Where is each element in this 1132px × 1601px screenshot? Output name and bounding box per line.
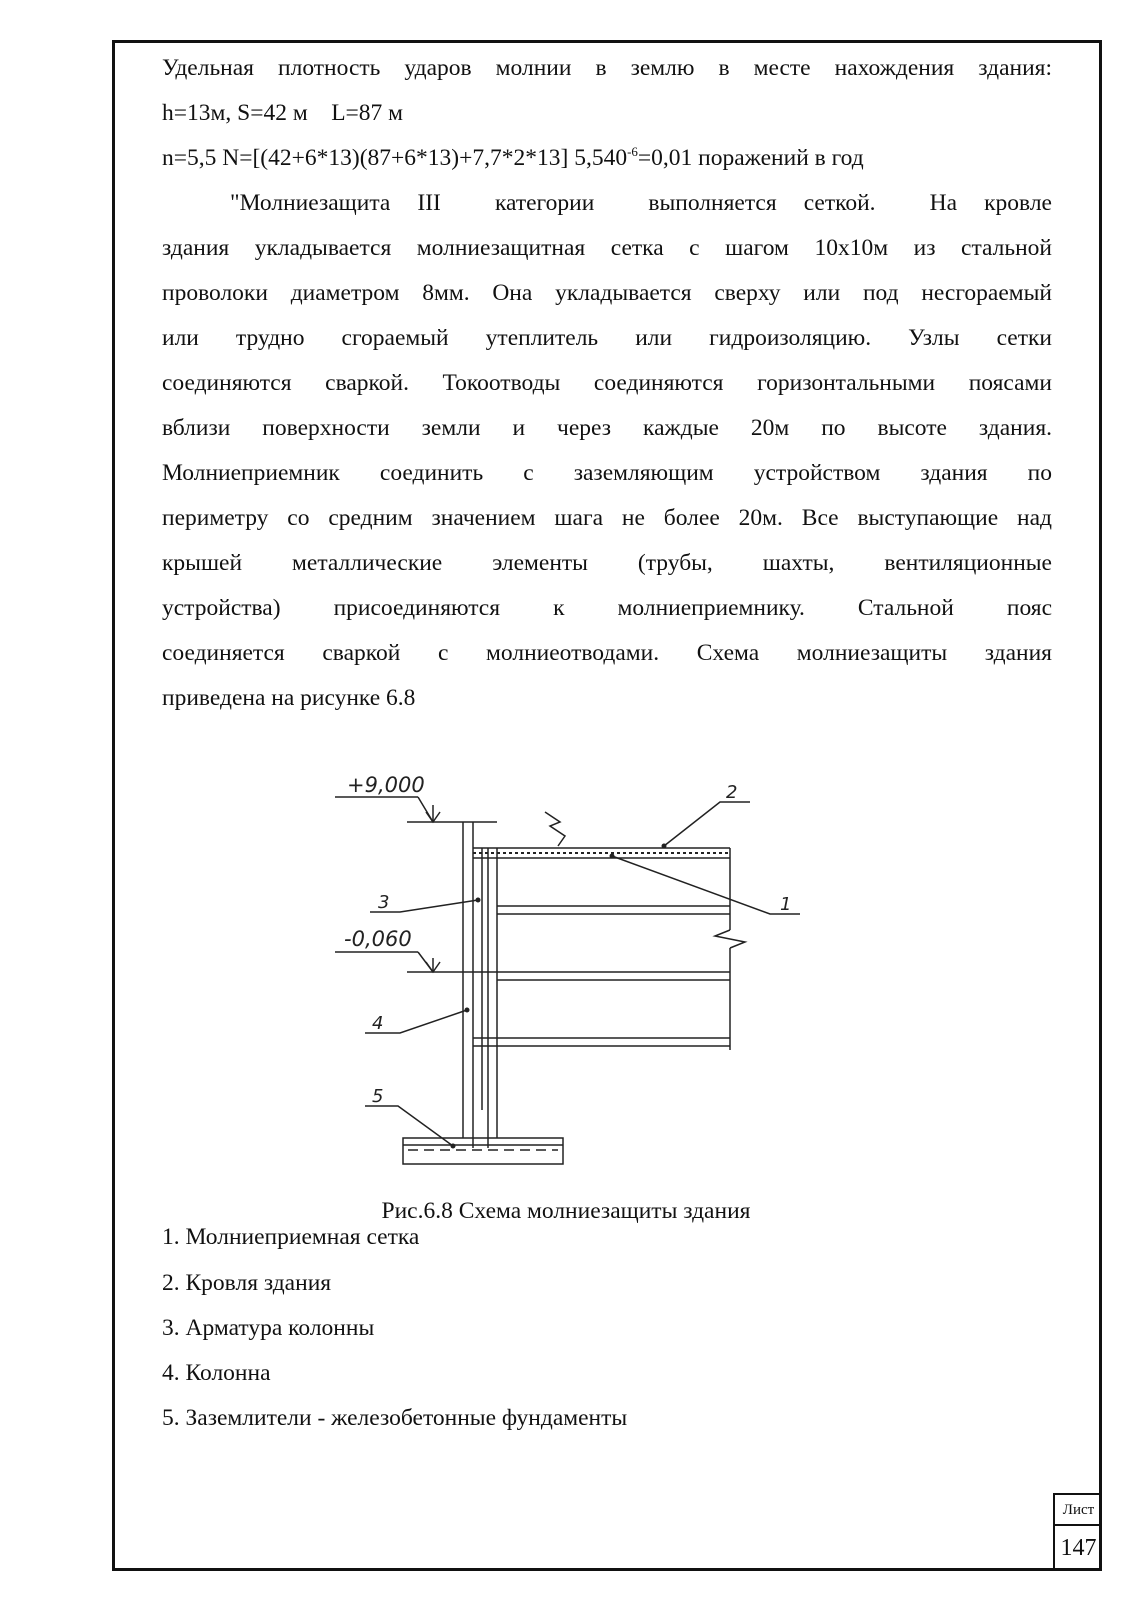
formula-result: =0,01 поражений в год: [637, 145, 864, 171]
paragraph-2-line: Молниеприемник соединить с заземляющим устройством здания по: [162, 460, 1052, 486]
foundation-footing: [403, 1138, 563, 1164]
legend-item: 4. Колонна: [162, 1360, 271, 1386]
paragraph-2-line: устройства) присоединяются к молниеприемнику. Стальной пояс: [162, 595, 1052, 621]
paragraph-2-line: крышей металлические элементы (трубы, шахты, вентиляционные: [162, 550, 1052, 576]
sheet-stamp: [1053, 1493, 1102, 1571]
callout-1: 1: [780, 894, 792, 915]
elevation-top-label: +9,000: [347, 773, 425, 797]
leader-5-dot: [451, 1144, 456, 1149]
callout-5: 5: [372, 1086, 384, 1107]
legend-item: 3. Арматура колонны: [162, 1315, 375, 1341]
lightning-protection-diagram: [330, 768, 820, 1200]
paragraph-2-line: соединяется сваркой с молниеотводами. Схема молниезащиты здания: [162, 640, 1052, 666]
leader-5: [365, 1106, 453, 1146]
leader-2-dot: [662, 844, 667, 849]
formula-exponent: -6: [627, 144, 638, 159]
formula-line: [162, 143, 1052, 173]
sheet-number: 147: [1053, 1524, 1102, 1571]
formula-main: n=5,5 N=[(42+6*13)(87+6*13)+7,7*2*13] 5,540: [162, 145, 628, 171]
legend-item: 1. Молниеприемная сетка: [162, 1224, 420, 1250]
lightning-bolt-icon: [545, 812, 565, 846]
legend-item: 2. Кровля здания: [162, 1270, 332, 1296]
elevation-bottom-label: -0,060: [344, 927, 412, 951]
paragraph-2-line: "Молниезащита III категории выполняется сеткой. На кровле: [230, 190, 1052, 216]
leader-3-dot: [476, 898, 481, 903]
callout-3: 3: [378, 892, 390, 913]
paragraph-2-line: или трудно сгораемый утеплитель или гидроизоляцию. Узлы сетки: [162, 325, 1052, 351]
paragraph-2-line: вблизи поверхности земли и через каждые 20м по высоте здания.: [162, 415, 1052, 441]
leader-4-dot: [465, 1008, 470, 1013]
paragraph-1-line-1: Удельная плотность ударов молнии в землю в месте нахождения здания:: [162, 55, 1052, 81]
figure-caption: Рис.6.8 Схема молниезащиты здания: [381, 1198, 751, 1224]
leader-2: [664, 802, 750, 846]
paragraph-2-line: соединяются сваркой. Токоотводы соединяются горизонтальными поясами: [162, 370, 1052, 396]
legend-item: 5. Заземлители - железобетонные фундаменты: [162, 1405, 628, 1431]
callout-4: 4: [372, 1013, 384, 1034]
callout-2: 2: [726, 782, 738, 803]
paragraph-2-line: приведена на рисунке 6.8: [162, 685, 416, 711]
paragraph-2-line: проволоки диаметром 8мм. Она укладывается сверху или под несгораемый: [162, 280, 1052, 306]
paragraph-2-line: периметру со средним значением шага не более 20м. Все выступающие над: [162, 505, 1052, 531]
sheet-label: Лист: [1053, 1493, 1102, 1524]
leader-1-dot: [610, 854, 615, 859]
paragraph-1-line-2: h=13м, S=42 м L=87 м: [162, 100, 404, 126]
paragraph-2-line: здания укладывается молниезащитная сетка с шагом 10х10м из стальной: [162, 235, 1052, 261]
break-symbol: [715, 930, 745, 948]
